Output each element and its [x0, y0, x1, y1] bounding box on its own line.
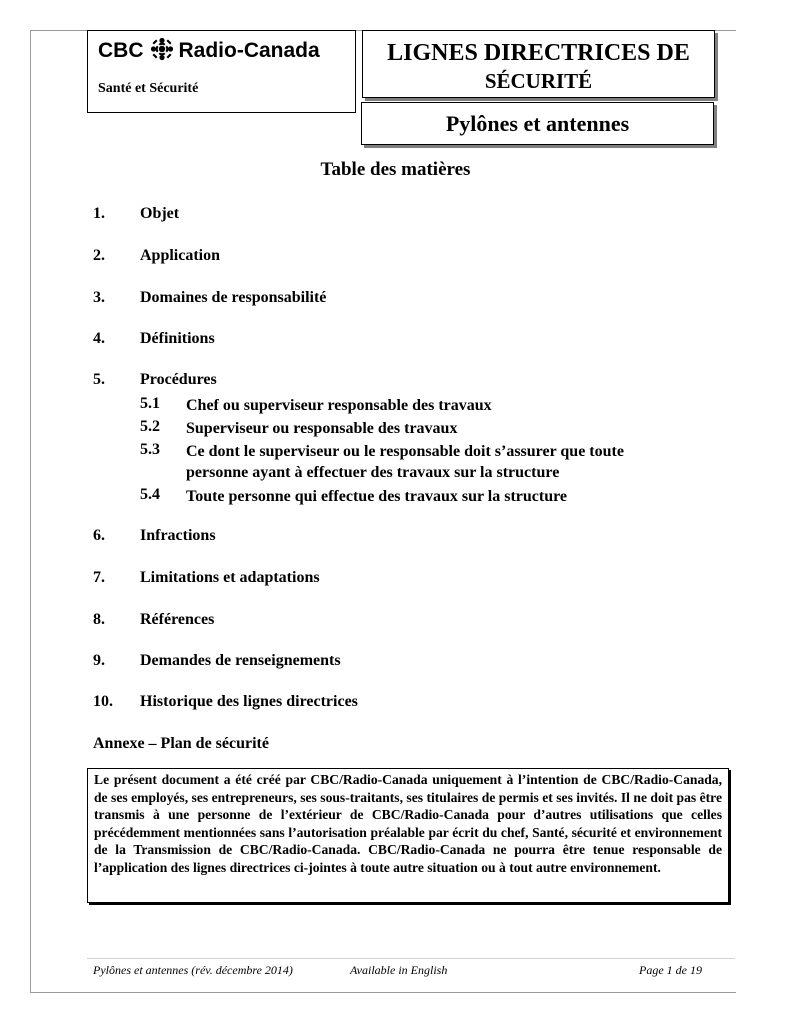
toc-sub-item-label: Superviseur ou responsable des travaux	[186, 420, 458, 437]
toc-item-label: Définitions	[140, 330, 215, 347]
toc-item-label: Domaines de responsabilité	[140, 289, 327, 306]
toc-item-label: Application	[140, 247, 221, 264]
toc-item-number: 2.	[93, 247, 105, 264]
document-subject: Pylônes et antennes	[361, 102, 714, 145]
toc-sub-item-number: 5.2	[140, 418, 160, 435]
toc-sub-item-number: 5.1	[140, 395, 160, 412]
toc-sub-item-number: 5.3	[140, 441, 160, 458]
document-type-line-2: SÉCURITÉ	[484, 69, 593, 93]
toc-item-label: Demandes de renseignements	[140, 652, 341, 669]
cbc-radio-canada-logo	[98, 37, 320, 65]
annex-title: Annexe – Plan de sécurité	[93, 735, 269, 752]
toc-item-label: Limitations et adaptations	[140, 569, 320, 586]
toc-item-label: Infractions	[140, 527, 216, 544]
toc-item-number: 5.	[93, 371, 105, 388]
footer-divider	[87, 958, 735, 959]
toc-title: Table des matières	[320, 159, 471, 180]
document-type-line-1: LIGNES DIRECTRICES DE	[387, 40, 690, 66]
toc-item-number: 10.	[93, 693, 113, 710]
toc-item-number: 6.	[93, 527, 105, 544]
toc-sub-item-label: Toute personne qui effectue des travaux sur la structure	[186, 488, 568, 505]
toc-item-label: Procédures	[140, 371, 217, 388]
toc-sub-item-label-line-2: personne ayant à effectuer des travaux sur la structure	[186, 464, 560, 481]
footer-language-note: Available in English	[350, 963, 448, 977]
toc-item-number: 7.	[93, 569, 105, 586]
toc-sub-item-label: Chef ou superviseur responsable des travaux	[186, 397, 492, 414]
cbc-gem-icon	[150, 37, 174, 66]
confidentiality-notice: Le présent document a été créé par CBC/Radio-Canada uniquement à l’intention de CBC/Radio-Canada, de ses employés, ses entrepreneurs, ses sous-traitants, ses titulaires de permis et ses invités. Il ne doit pas être transmis à une personne de l’extérieur de CBC/Radio-Canada pour d’autres utilisations que celles précédemment mentionnées sans l’autorisation préalable par écrit du chef, Santé, sécurité et environnement de la Transmission de CBC/Radio-Canada. CBC/Radio-Canada ne pourra être tenue responsable de l’application des lignes directrices ci-jointes à toute autre situation ou à tout autre environnement.	[87, 768, 729, 903]
toc-sub-item-label-line-1: Ce dont le superviseur ou le responsable doit s’assurer que toute	[186, 443, 624, 460]
toc-item-label: Historique des lignes directrices	[140, 693, 358, 710]
logo-text-radio-canada: Radio-Canada	[178, 39, 320, 62]
footer-page-number: Page 1 de 19	[639, 963, 702, 977]
toc-item-label: Références	[140, 611, 215, 628]
toc-item-number: 4.	[93, 330, 105, 347]
toc-item-label: Objet	[140, 205, 180, 222]
footer-document-title: Pylônes et antennes (rév. décembre 2014)	[93, 963, 293, 977]
toc-sub-item-number: 5.4	[140, 486, 160, 503]
logo-text-cbc: CBC	[98, 39, 144, 62]
toc-item-number: 9.	[93, 652, 105, 669]
toc-item-number: 1.	[93, 205, 105, 222]
toc-item-number: 3.	[93, 289, 105, 306]
document-type-title	[362, 30, 715, 98]
logo-box	[87, 30, 356, 113]
toc-item-number: 8.	[93, 611, 105, 628]
department-label: Santé et Sécurité	[98, 81, 199, 96]
